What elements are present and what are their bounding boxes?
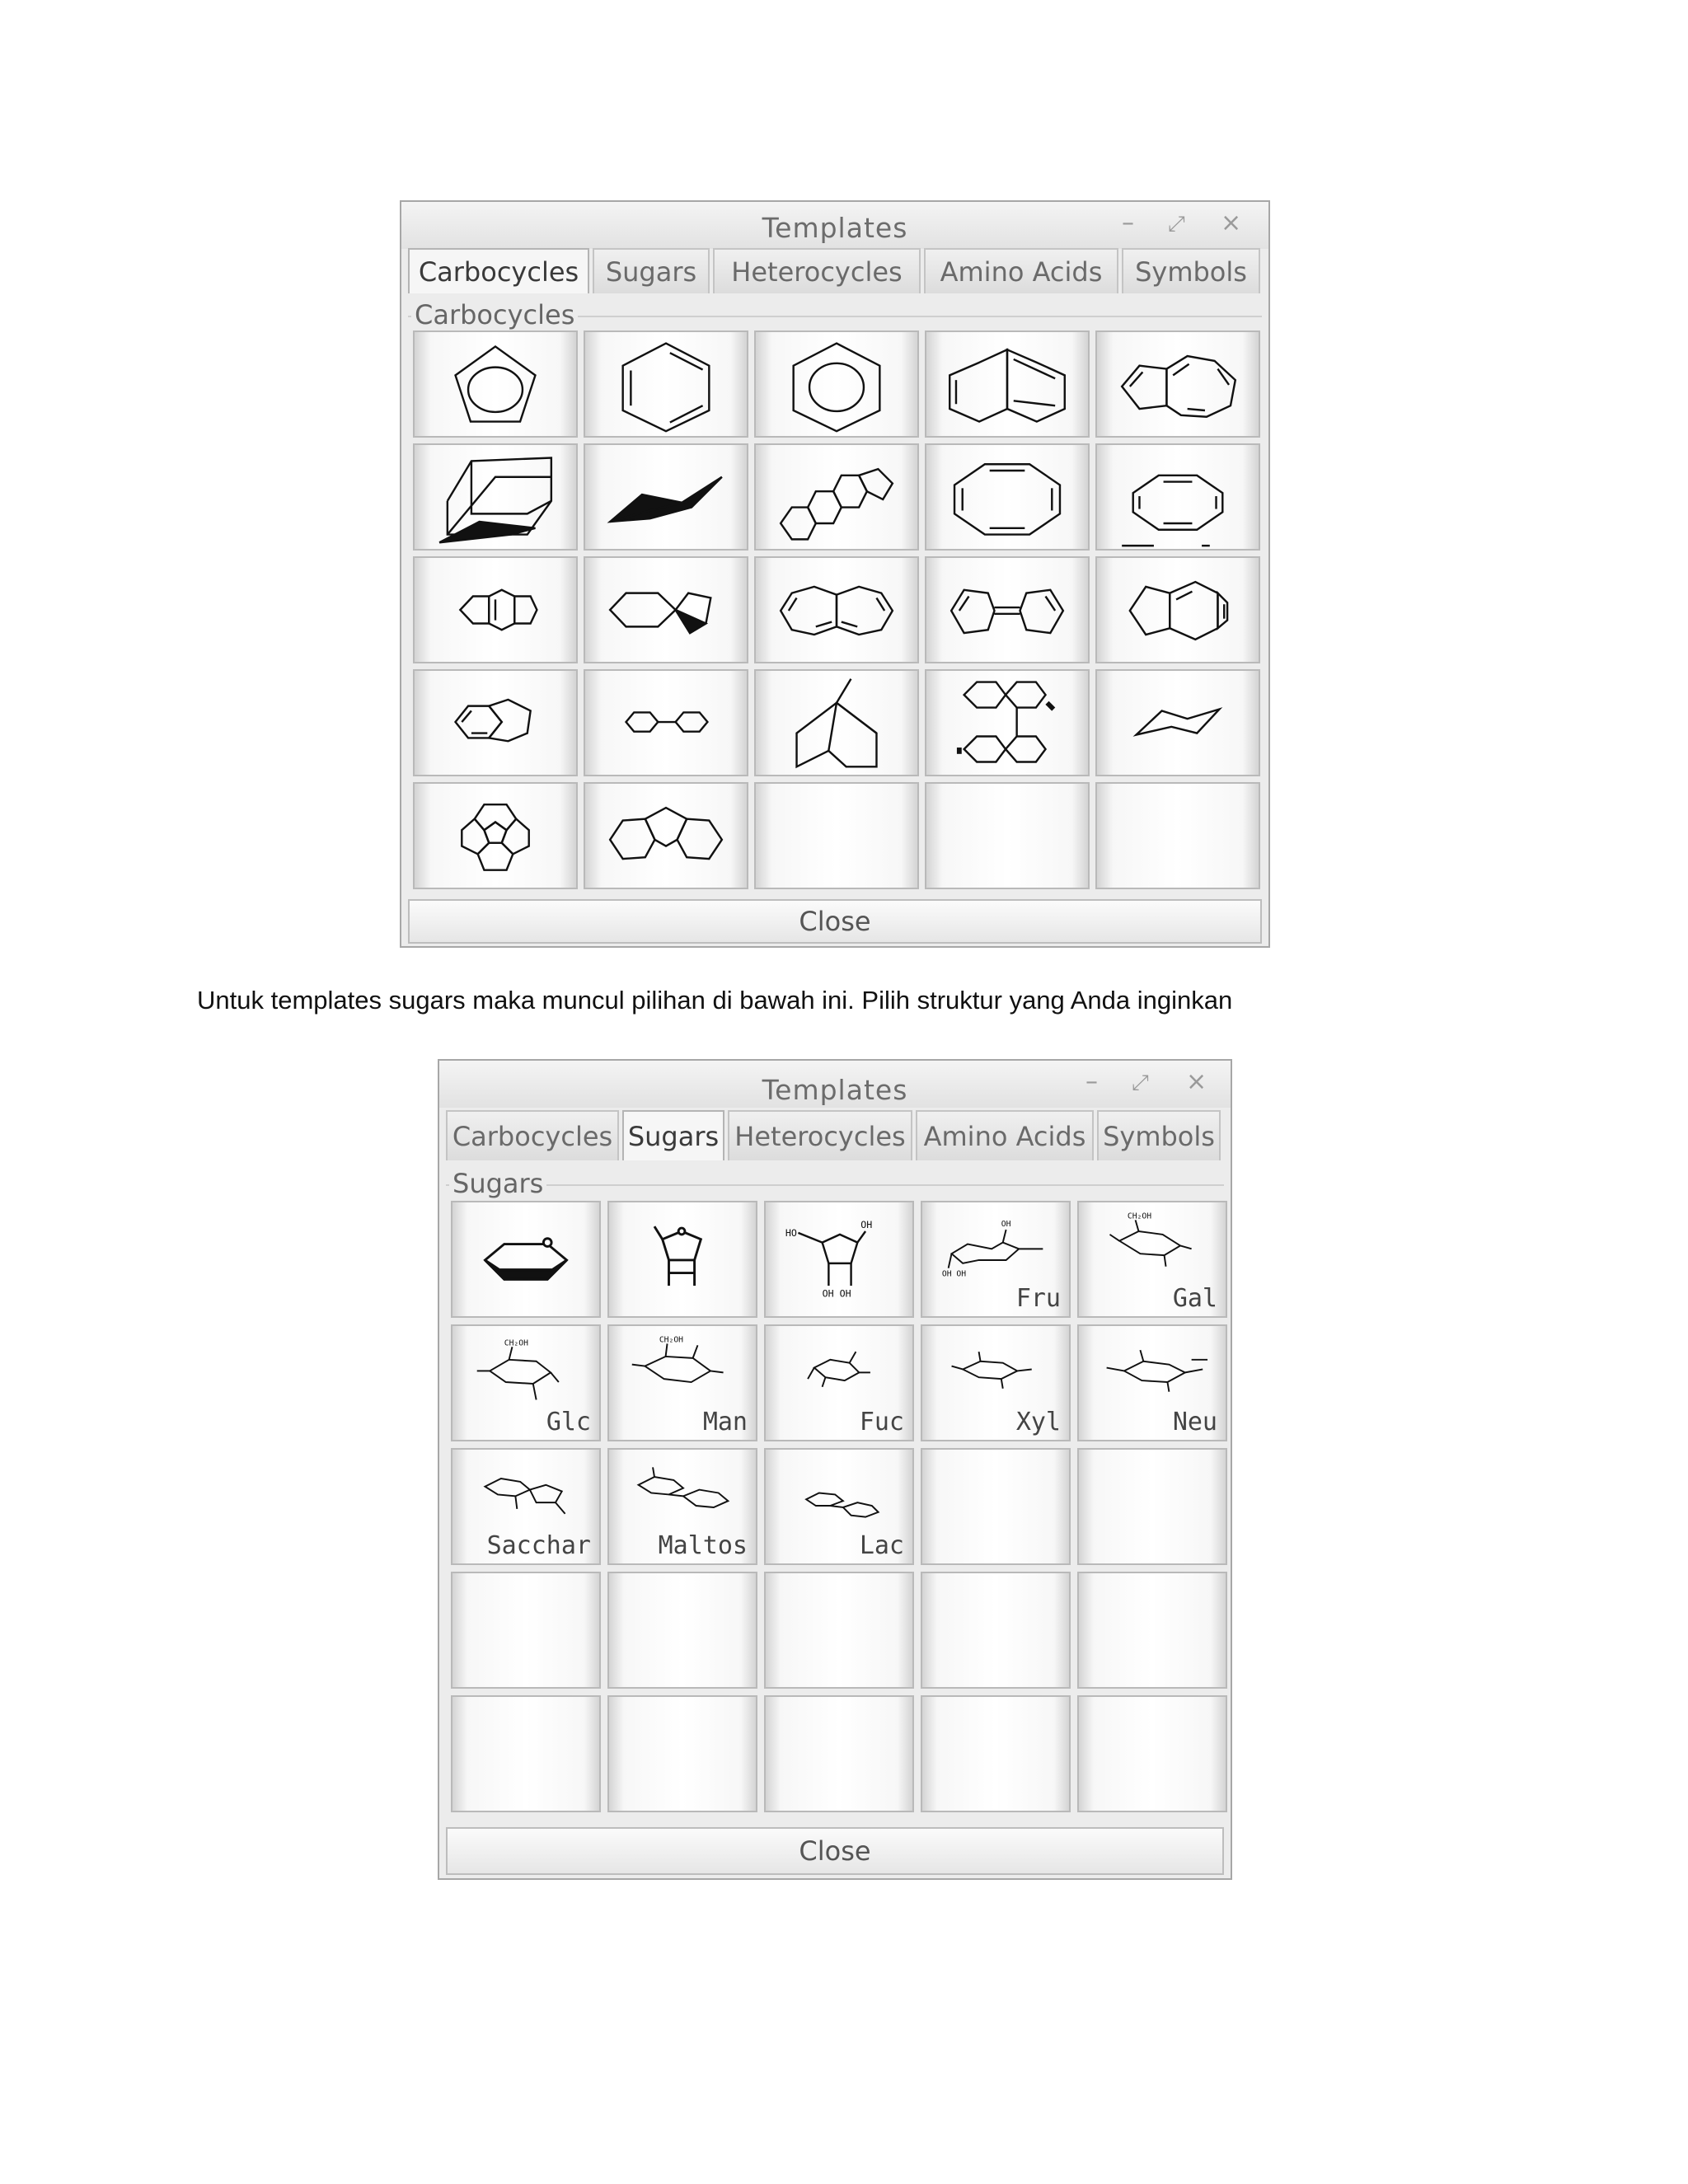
template-fructose[interactable] — [921, 1201, 1071, 1318]
template-cyclooctadiene-fused[interactable] — [754, 556, 919, 663]
tab-heterocycles[interactable]: Heterocycles — [728, 1110, 912, 1160]
tab-sugars[interactable]: Sugars — [622, 1110, 724, 1160]
sugar-label: Sacchar — [486, 1531, 591, 1560]
azulene-icon — [1097, 332, 1259, 436]
template-benzene-circle[interactable] — [754, 330, 919, 438]
template-lactose[interactable] — [764, 1448, 914, 1565]
template-neuraminic-acid[interactable] — [1077, 1324, 1227, 1441]
sugar-label: Fuc — [859, 1408, 904, 1436]
template-biphenyl[interactable] — [584, 669, 748, 776]
svg-text:OH OH: OH OH — [822, 1287, 851, 1300]
title-bar[interactable] — [401, 202, 1268, 249]
template-glucose[interactable] — [451, 1324, 601, 1441]
template-empty[interactable] — [764, 1695, 914, 1812]
template-cyclopentadienyl[interactable] — [413, 330, 578, 438]
maximize-icon[interactable]: ⤢ — [1168, 212, 1185, 237]
template-norbornane[interactable] — [754, 669, 919, 776]
svg-text:OH: OH — [860, 1219, 873, 1231]
template-fulvalene[interactable] — [925, 556, 1090, 663]
tab-symbols[interactable]: Symbols — [1097, 1110, 1221, 1160]
template-cyclohexane-chair[interactable] — [584, 443, 748, 551]
template-binaphthyl[interactable] — [925, 669, 1090, 776]
norbornane-icon — [756, 671, 917, 775]
template-cyclooctane[interactable] — [1095, 443, 1260, 551]
caption-text: Untuk templates sugars maka muncul pilihan di bawah ini. Pilih struktur yang Anda inginkan — [197, 986, 1233, 1015]
close-icon[interactable]: × — [1186, 1067, 1207, 1096]
template-maltose[interactable] — [607, 1448, 757, 1565]
group-label: Sugars — [449, 1168, 546, 1199]
tab-carbocycles[interactable]: Carbocycles — [446, 1110, 619, 1160]
title-bar[interactable] — [439, 1061, 1231, 1108]
fused-pentagons-icon — [585, 784, 747, 888]
template-fucose[interactable] — [764, 1324, 914, 1441]
indane-icon — [415, 671, 576, 775]
template-empty[interactable] — [1077, 1572, 1227, 1689]
template-empty[interactable] — [764, 1572, 914, 1689]
template-ribose[interactable] — [764, 1201, 914, 1318]
svg-text:CH₂OH: CH₂OH — [659, 1335, 684, 1345]
bicyclic-diene-icon — [1097, 558, 1259, 662]
tab-amino-acids[interactable]: Amino Acids — [916, 1110, 1094, 1160]
template-corannulene[interactable] — [413, 782, 578, 889]
benzene-circle-icon — [756, 332, 917, 436]
cyclopentadienyl-icon — [415, 332, 576, 436]
template-empty[interactable] — [607, 1572, 757, 1689]
template-empty[interactable] — [925, 782, 1090, 889]
template-galactose[interactable] — [1077, 1201, 1227, 1318]
templates-dialog-carbocycles — [400, 200, 1270, 948]
template-pyranose-ring[interactable] — [451, 1201, 601, 1318]
template-empty[interactable] — [921, 1448, 1071, 1565]
furanose-ring-icon — [609, 1202, 756, 1316]
sugar-label: Lac — [859, 1531, 904, 1560]
template-empty[interactable] — [1077, 1695, 1227, 1812]
svg-text:OH OH: OH OH — [941, 1269, 967, 1279]
sugar-label: Glc — [546, 1408, 591, 1436]
close-button[interactable]: Close — [408, 899, 1262, 944]
close-button[interactable]: Close — [446, 1827, 1224, 1875]
template-xylose[interactable] — [921, 1324, 1071, 1441]
template-steroid[interactable] — [754, 443, 919, 551]
template-empty[interactable] — [1077, 1448, 1227, 1565]
template-spiro[interactable] — [584, 556, 748, 663]
template-saccharose[interactable] — [451, 1448, 601, 1565]
template-empty[interactable] — [921, 1572, 1071, 1689]
sugar-label: Maltos — [658, 1531, 748, 1560]
svg-text:CH₂OH: CH₂OH — [1127, 1212, 1152, 1221]
pyranose-ring-icon — [452, 1202, 599, 1316]
template-furanose-ring[interactable] — [607, 1201, 757, 1318]
template-adamantane[interactable] — [413, 443, 578, 551]
template-grid — [413, 330, 1260, 889]
close-icon[interactable]: × — [1221, 209, 1242, 237]
template-empty[interactable] — [754, 782, 919, 889]
binaphthyl-icon — [926, 671, 1088, 775]
minimize-icon[interactable]: – — [1122, 209, 1134, 237]
group-label: Carbocycles — [411, 299, 578, 330]
dialog-title: Templates — [762, 212, 908, 244]
template-empty[interactable] — [451, 1572, 601, 1689]
template-indane[interactable] — [413, 669, 578, 776]
sugar-label: Xyl — [1015, 1408, 1061, 1436]
tab-sugars[interactable]: Sugars — [593, 248, 710, 293]
templates-dialog-sugars — [438, 1059, 1232, 1880]
maximize-icon[interactable]: ⤢ — [1132, 1071, 1149, 1095]
template-empty[interactable] — [607, 1695, 757, 1812]
sugar-label: Neu — [1172, 1408, 1217, 1436]
template-cyclooctatetraene[interactable] — [925, 443, 1090, 551]
sugar-label: Man — [702, 1408, 748, 1436]
tab-heterocycles[interactable]: Heterocycles — [713, 248, 921, 293]
tab-symbols[interactable]: Symbols — [1122, 248, 1260, 293]
svg-text:HO: HO — [785, 1226, 797, 1239]
sugar-label: Fru — [1015, 1284, 1061, 1313]
tab-amino-acids[interactable]: Amino Acids — [924, 248, 1118, 293]
pentalene-icon — [415, 558, 576, 662]
fulvalene-icon — [926, 558, 1088, 662]
template-naphthalene[interactable] — [925, 330, 1090, 438]
dialog-title: Templates — [762, 1074, 908, 1106]
cyclooctadiene-fused-icon — [756, 558, 917, 662]
template-fused-pentagons[interactable] — [584, 782, 748, 889]
benzene-icon — [585, 332, 747, 436]
tab-carbocycles[interactable]: Carbocycles — [408, 248, 589, 293]
adamantane-icon — [415, 445, 576, 549]
svg-text:OH: OH — [1001, 1220, 1011, 1230]
template-benzene[interactable] — [584, 330, 748, 438]
template-empty[interactable] — [451, 1695, 601, 1812]
template-pentalene[interactable] — [413, 556, 578, 663]
cyclohexane-chair-2-icon — [1097, 671, 1259, 775]
template-empty[interactable] — [1095, 782, 1260, 889]
template-azulene[interactable] — [1095, 330, 1260, 438]
tab-bar — [446, 1110, 1224, 1160]
template-cyclohexane-chair-2[interactable] — [1095, 669, 1260, 776]
template-bicyclic-diene[interactable] — [1095, 556, 1260, 663]
sugar-label: Gal — [1172, 1284, 1217, 1313]
corannulene-icon — [415, 784, 576, 888]
template-mannose[interactable] — [607, 1324, 757, 1441]
biphenyl-icon — [585, 671, 747, 775]
steroid-icon — [756, 445, 917, 549]
tab-bar — [408, 248, 1262, 293]
spiro-icon — [585, 558, 747, 662]
cyclooctane-icon — [1097, 445, 1259, 549]
naphthalene-icon — [926, 332, 1088, 436]
cyclooctatetraene-icon — [926, 445, 1088, 549]
template-grid — [451, 1201, 1227, 1812]
group-border — [446, 1184, 1224, 1186]
ribose-icon — [766, 1202, 912, 1316]
template-empty[interactable] — [921, 1695, 1071, 1812]
cyclohexane-chair-icon — [585, 445, 747, 549]
minimize-icon[interactable]: – — [1085, 1067, 1098, 1096]
svg-text:CH₂OH: CH₂OH — [504, 1338, 528, 1348]
